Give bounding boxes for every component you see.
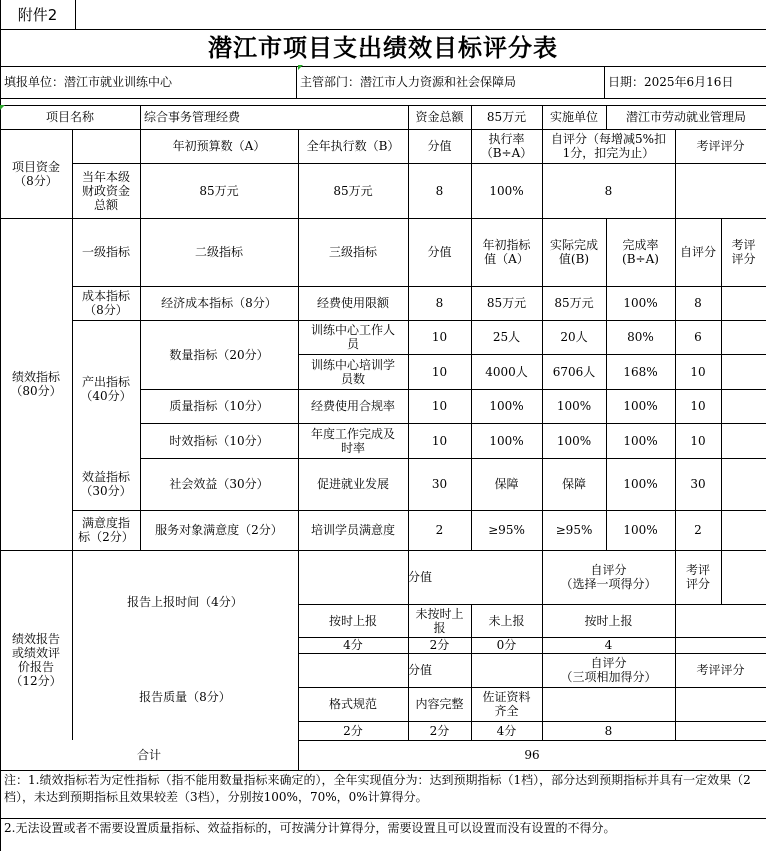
- fund-row-label: 当年本级 财政资金 总额: [81, 169, 130, 212]
- quality-review-label: 考评评分: [696, 663, 745, 677]
- quality-self-label: 自评分 （三项相加得分）: [560, 656, 657, 684]
- perf-self-header: 自评分: [679, 245, 716, 259]
- fill-unit: 填报单位：潜江市就业训练中心: [4, 75, 173, 89]
- quality-self-score: 8: [604, 723, 613, 738]
- indicator-rate: 168%: [623, 364, 658, 379]
- indicator-actual: 100%: [556, 433, 592, 448]
- not-reported-option: 未上报: [488, 613, 525, 628]
- exec-rate-header: 执行率 （B÷A）: [480, 132, 533, 160]
- perf-score-header: 分值: [427, 245, 452, 259]
- benefit-indicator: 效益指标 （30分）: [80, 470, 132, 498]
- content-option: 内容完整: [415, 697, 464, 711]
- fund-self-score: 8: [604, 183, 613, 198]
- indicator-score: 10: [431, 330, 448, 344]
- project-name: 综合事务管理经费: [144, 110, 241, 124]
- report-date: 日期：2025年6月16日: [608, 75, 734, 89]
- level2-item: 经济成本指标（8分）: [161, 296, 277, 310]
- fund-score-header: 分值: [427, 139, 452, 153]
- indicator-self: 10: [690, 399, 706, 413]
- time-self-score: 4: [604, 638, 613, 652]
- indicator-target: ≥95%: [488, 523, 525, 537]
- indicator-actual: 20人: [560, 330, 588, 344]
- on-time-option: 按时上报: [328, 613, 377, 628]
- exec-value: 85万元: [333, 183, 373, 198]
- indicator-target: 85万元: [486, 296, 527, 310]
- content-score: 2分: [429, 723, 450, 738]
- indicator-score: 2: [435, 523, 444, 537]
- format-score: 2分: [343, 723, 363, 738]
- level3-item: 训练中心培训学 员数: [310, 357, 395, 386]
- total-value: 96: [524, 748, 540, 762]
- level1-header: 一级指标: [81, 245, 130, 259]
- indicator-score: 10: [431, 364, 448, 379]
- level3-item: 经费使用合规率: [310, 399, 395, 413]
- level2-item: 质量指标（10分）: [169, 399, 269, 413]
- indicator-self: 30: [690, 477, 706, 491]
- time-review-label: 考评 评分: [685, 563, 710, 591]
- exec-rate: 100%: [489, 183, 524, 198]
- cost-indicator: 成本指标 （8分）: [81, 289, 130, 317]
- page-title: 潜江市项目支出绩效目标评分表: [208, 33, 558, 62]
- indicator-score: 10: [431, 399, 448, 413]
- not-reported-score: 0分: [496, 638, 517, 652]
- indicator-target: 100%: [489, 433, 524, 448]
- impl-unit-label: 实施单位: [549, 110, 598, 124]
- time-score-label: 分值: [407, 570, 432, 584]
- level3-header: 三级指标: [328, 245, 377, 259]
- fund-score: 8: [435, 183, 444, 198]
- indicator-rate: 100%: [623, 477, 658, 491]
- impl-unit: 潜江市劳动就业管理局: [625, 110, 746, 124]
- fund-section-label: 项目资金 （8分）: [11, 159, 60, 188]
- fund-review-header: 考评评分: [696, 139, 745, 153]
- level2-header: 二级指标: [194, 245, 243, 259]
- on-time-score: 4分: [343, 638, 363, 652]
- level2-item: 服务对象满意度（2分）: [155, 523, 283, 537]
- fund-total-label: 资金总额: [415, 110, 464, 124]
- indicator-target: 保障: [494, 477, 519, 491]
- perf-section-label: 绩效指标 （80分）: [10, 370, 62, 398]
- report-quality-label: 报告质量（8分）: [139, 689, 231, 704]
- level3-item: 训练中心工作人 员: [310, 323, 395, 351]
- evidence-option: 佐证资料 齐全: [482, 690, 531, 718]
- report-time-label: 报告上报时间（4分）: [127, 595, 243, 609]
- supervising-dept: 主管部门：潜江市人力资源和社会保障局: [300, 75, 517, 89]
- indicator-score: 10: [431, 433, 448, 448]
- indicator-self: 10: [690, 364, 706, 379]
- perf-review-header: 考评 评分: [731, 238, 756, 266]
- format-option: 格式规范: [328, 697, 377, 711]
- indicator-actual: 85万元: [554, 296, 594, 310]
- level2-item: 数量指标（20分）: [169, 347, 269, 362]
- indicator-rate: 100%: [623, 399, 658, 413]
- indicator-target: 4000人: [485, 364, 528, 379]
- output-indicator: 产出指标 （40分）: [80, 375, 132, 403]
- indicator-actual: ≥95%: [555, 523, 593, 537]
- indicator-rate: 100%: [623, 433, 658, 448]
- budget-value: 85万元: [199, 183, 239, 198]
- indicator-score: 8: [435, 296, 444, 310]
- time-self-label: 自评分 （选择一项得分）: [560, 563, 657, 591]
- indicator-rate: 100%: [623, 523, 658, 537]
- late-score: 2分: [429, 638, 450, 652]
- exec-header: 全年执行数（B）: [306, 139, 400, 153]
- fund-self-header: 自评分（每增减5%扣 1分，扣完为止）: [550, 132, 667, 160]
- budget-header: 年初预算数（A）: [172, 139, 266, 153]
- late-option: 未按时上 报: [415, 606, 464, 635]
- note-2: 2.无法设置或者不需要设置质量指标、效益指标的，可按满分计算得分，需要设置且可以设置而没有设置的不得分。: [4, 821, 616, 835]
- target-header: 年初指标 值（A）: [482, 238, 531, 266]
- quality-score-label: 分值: [407, 663, 432, 677]
- level3-item: 促进就业发展: [316, 477, 389, 491]
- indicator-self: 10: [690, 433, 706, 448]
- level2-item: 时效指标（10分）: [169, 433, 269, 448]
- indicator-rate: 80%: [627, 330, 654, 344]
- indicator-self: 2: [694, 523, 702, 537]
- time-self-choice: 按时上报: [584, 613, 633, 628]
- indicator-target: 25人: [492, 330, 521, 344]
- actual-header: 实际完成 值(B): [549, 238, 598, 266]
- level3-item: 经费使用限额: [316, 296, 389, 310]
- indicator-actual: 保障: [561, 477, 586, 491]
- indicator-score: 30: [431, 477, 448, 491]
- indicator-self: 8: [694, 296, 702, 310]
- annex-label: 附件2: [17, 5, 58, 24]
- indicator-target: 100%: [489, 399, 524, 413]
- indicator-self: 6: [694, 330, 702, 344]
- indicator-actual: 100%: [556, 399, 592, 413]
- evidence-score: 4分: [496, 723, 517, 738]
- satisfaction-indicator: 满意度指 标（2分）: [78, 516, 134, 544]
- note-1: 注：1.绩效指标若为定性指标（指不能用数量指标来确定的），全年实现值分为：达到预期指标（1档），部分达到预期指标并具有一定效果（2档），未达到预期指标且效果较差（3档），分别按100%，70%，0%计算得分。: [4, 773, 751, 804]
- project-name-label: 项目名称: [45, 110, 94, 124]
- fund-total: 85万元: [486, 110, 527, 124]
- level3-item: 培训学员满意度: [310, 523, 395, 537]
- rate-header: 完成率 (B÷A): [622, 238, 659, 266]
- total-label: 合计: [136, 748, 161, 762]
- indicator-actual: 6706人: [552, 364, 596, 379]
- indicator-rate: 100%: [623, 296, 658, 310]
- level3-item: 年度工作完成及 时率: [310, 426, 395, 455]
- report-section-label: 绩效报告 或绩效评 价报告 （12分）: [10, 632, 62, 688]
- level2-item: 社会效益（30分）: [169, 477, 269, 491]
